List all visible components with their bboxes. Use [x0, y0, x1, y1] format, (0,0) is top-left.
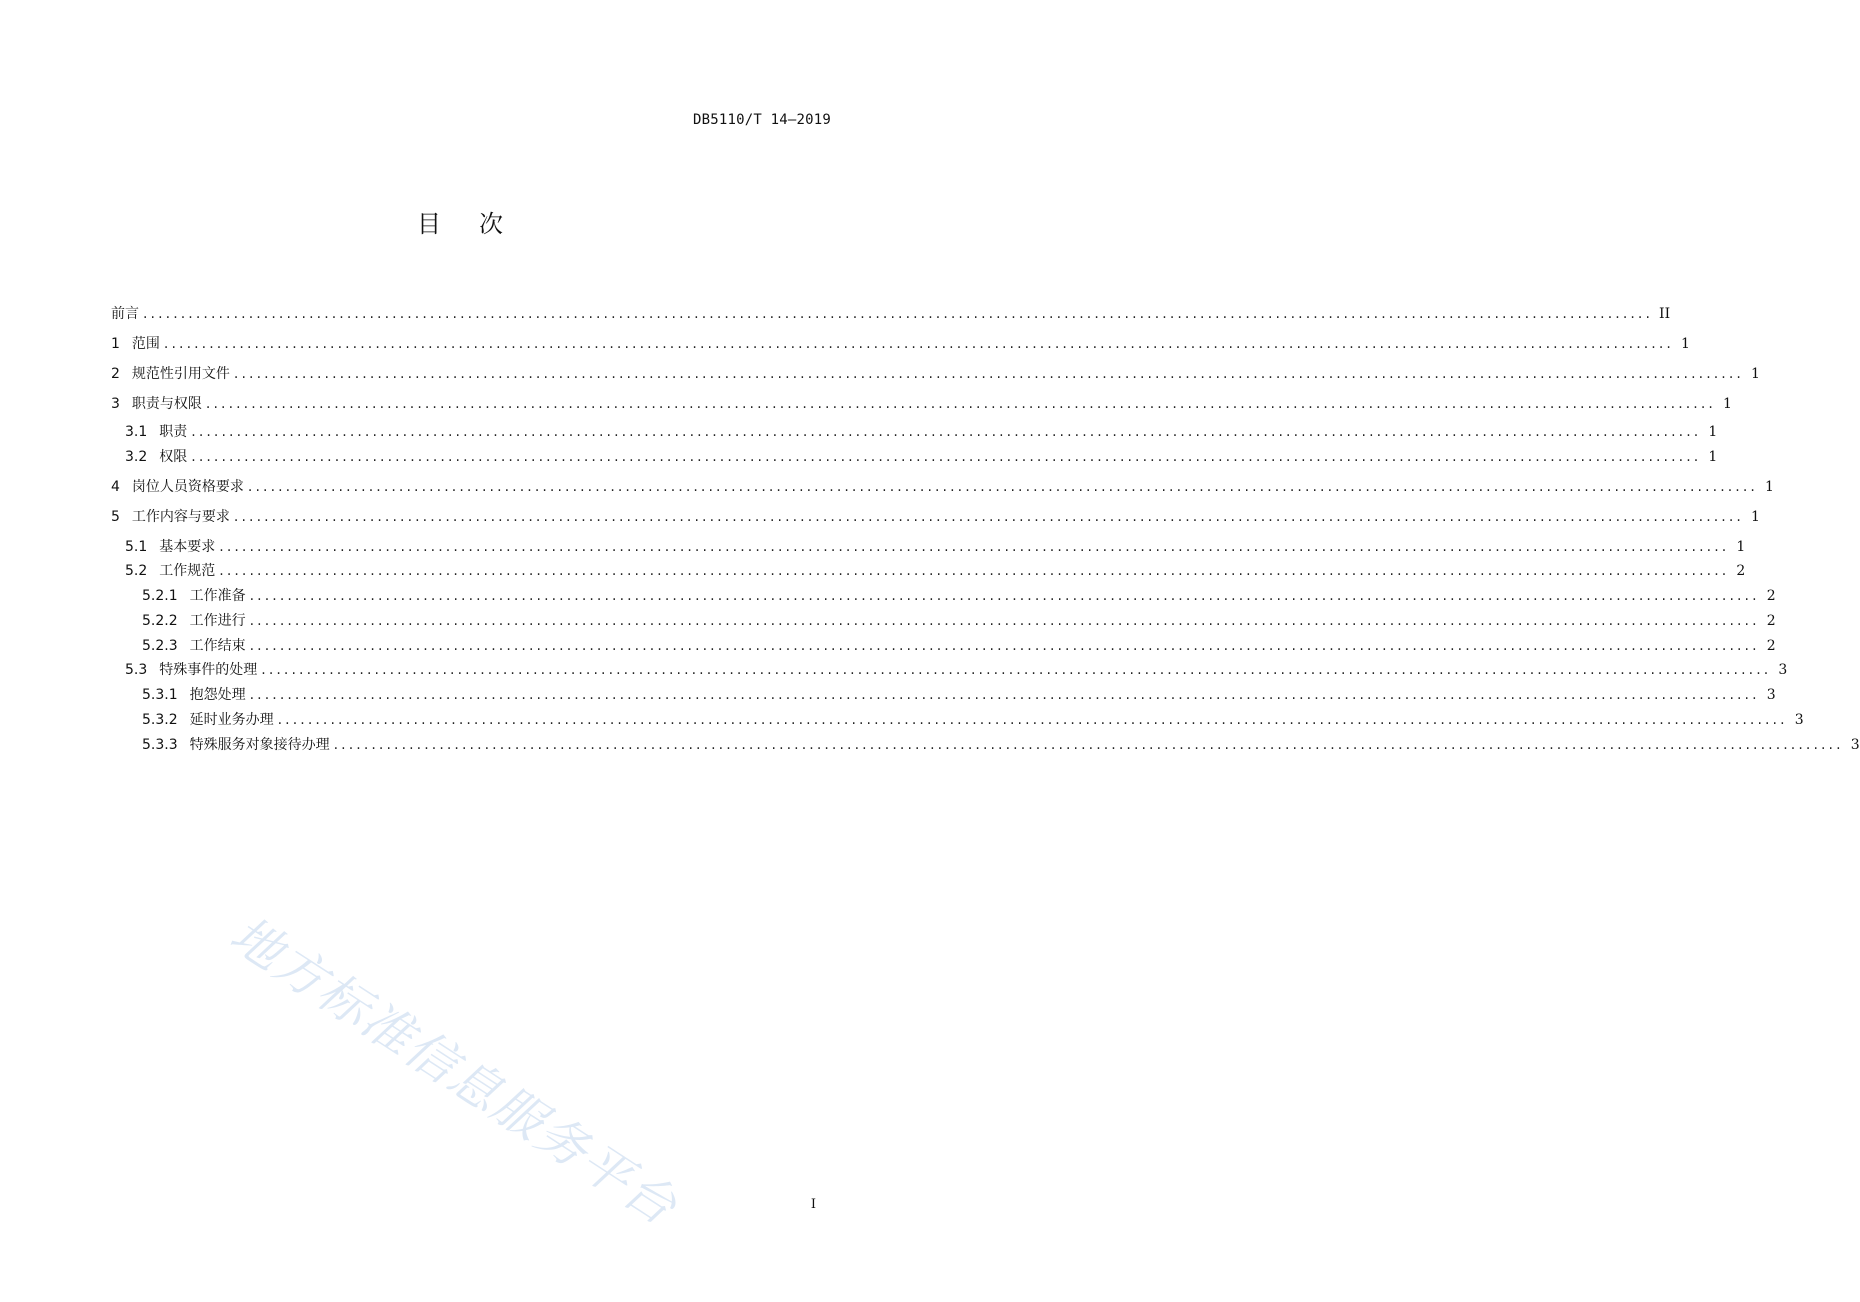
toc-entry-page: 3: [1778, 662, 1788, 678]
toc-entry-label: 范围: [131, 336, 160, 352]
toc-entry-page: 1: [1751, 509, 1760, 525]
toc-entry[interactable]: [111, 364, 1760, 384]
toc-entry-number: 5.3.3: [142, 737, 178, 753]
toc-entry-label: 特殊服务对象接待办理: [189, 737, 330, 753]
toc-leader-dots: ........................................................................................................................................................................................................: [261, 662, 1772, 678]
toc-leader-dots: ........................................................................................................................................................................................................: [143, 306, 1654, 322]
toc-entry-number: 5.3.1: [142, 687, 178, 703]
toc-entry-number: 5.2.2: [142, 613, 178, 629]
toc-entry-number: 5.1: [125, 539, 148, 555]
toc-leader-dots: ........................................................................................................................................................................................................: [249, 588, 1760, 604]
toc-entry-page: 2: [1766, 613, 1776, 629]
toc-entry-number: 3.2: [125, 449, 148, 465]
toc-entry-label: 工作规范: [159, 563, 216, 579]
toc-entry-number: 5.2.1: [142, 588, 178, 604]
toc-entry-page: 1: [1736, 539, 1746, 555]
page-title: 目次: [417, 210, 541, 238]
toc-entry-label: 工作结束: [189, 638, 246, 654]
toc-entry[interactable]: [111, 660, 1788, 680]
toc-leader-dots: ........................................................................................................................................................................................................: [249, 687, 1760, 703]
document-code: DB5110/T 14—2019: [692, 112, 831, 128]
toc-entry-label: 基本要求: [159, 539, 216, 555]
toc-entry-label: 职责与权限: [131, 396, 202, 412]
toc-entry-number: 4: [111, 479, 120, 495]
toc-entry-label: 延时业务办理: [189, 712, 274, 728]
toc-entry-label: 前言: [111, 306, 139, 322]
toc-entry[interactable]: [111, 422, 1718, 442]
toc-entry[interactable]: [111, 334, 1690, 354]
toc-entry-page: 3: [1850, 737, 1860, 753]
toc-entry-page: 1: [1765, 479, 1774, 495]
toc-leader-dots: ........................................................................................................................................................................................................: [219, 539, 1730, 555]
toc-entry-number: 5.2.3: [142, 638, 178, 654]
toc-entry-number: 2: [111, 366, 120, 382]
toc-entry-page: 1: [1708, 424, 1718, 440]
toc-entry-number: 3.1: [125, 424, 148, 440]
toc-entry-page: 1: [1681, 336, 1690, 352]
toc-leader-dots: ........................................................................................................................................................................................................: [249, 638, 1760, 654]
toc-leader-dots: ........................................................................................................................................................................................................: [191, 449, 1702, 465]
toc-entry-number: 5.3: [125, 662, 148, 678]
toc-entry-page: 3: [1766, 687, 1776, 703]
toc-entry[interactable]: [111, 685, 1776, 705]
toc-entry-page: 2: [1736, 563, 1746, 579]
toc-entry-page: 1: [1751, 366, 1760, 382]
toc-entry[interactable]: [111, 636, 1776, 656]
toc-entry-page: 2: [1766, 588, 1776, 604]
toc-entry[interactable]: [111, 394, 1732, 414]
toc-leader-dots: ........................................................................................................................................................................................................: [233, 366, 1744, 382]
toc-leader-dots: ........................................................................................................................................................................................................: [333, 737, 1844, 753]
toc-entry-number: 5.3.2: [142, 712, 178, 728]
toc-entry[interactable]: [111, 710, 1804, 730]
toc-entry-page: 1: [1708, 449, 1718, 465]
toc-entry-label: 工作内容与要求: [131, 509, 230, 525]
toc-leader-dots: ........................................................................................................................................................................................................: [249, 613, 1760, 629]
toc-leader-dots: ........................................................................................................................................................................................................: [219, 563, 1730, 579]
toc-entry-label: 抱怨处理: [189, 687, 246, 703]
toc-entry[interactable]: [111, 477, 1774, 497]
toc-entry[interactable]: [111, 537, 1746, 557]
toc-entry[interactable]: [111, 447, 1718, 467]
toc-entry-number: 3: [111, 396, 120, 412]
toc-entry-label: 工作准备: [189, 588, 246, 604]
toc-entry-number: 5: [111, 509, 120, 525]
toc-leader-dots: ........................................................................................................................................................................................................: [205, 396, 1716, 412]
toc-entry-label: 规范性引用文件: [131, 366, 230, 382]
toc-leader-dots: ........................................................................................................................................................................................................: [233, 509, 1744, 525]
toc-entry[interactable]: [111, 507, 1760, 527]
toc-entry-label: 特殊事件的处理: [159, 662, 258, 678]
toc-entry[interactable]: [111, 611, 1776, 631]
toc-leader-dots: ........................................................................................................................................................................................................: [191, 424, 1702, 440]
page-number: I: [810, 1197, 816, 1212]
toc-entry[interactable]: [111, 304, 1671, 324]
toc-entry-page: 1: [1723, 396, 1732, 412]
toc-entry-label: 岗位人员资格要求: [131, 479, 244, 495]
toc-leader-dots: ........................................................................................................................................................................................................: [277, 712, 1788, 728]
toc-entry-number: 5.2: [125, 563, 148, 579]
toc-entry-label: 工作进行: [189, 613, 246, 629]
toc-entry-label: 职责: [159, 424, 188, 440]
toc-leader-dots: ........................................................................................................................................................................................................: [163, 336, 1674, 352]
toc-entry[interactable]: [111, 561, 1746, 581]
toc-entry-page: 3: [1794, 712, 1804, 728]
toc-entry-page: 2: [1766, 638, 1776, 654]
toc-entry-page: II: [1659, 306, 1671, 322]
toc-entry[interactable]: [111, 735, 1860, 755]
toc-entry-label: 权限: [159, 449, 188, 465]
toc-entry[interactable]: [111, 586, 1776, 606]
toc-leader-dots: ........................................................................................................................................................................................................: [247, 479, 1758, 495]
toc-entry-number: 1: [111, 336, 120, 352]
watermark: 地方标准信息服务平台: [220, 905, 688, 1237]
